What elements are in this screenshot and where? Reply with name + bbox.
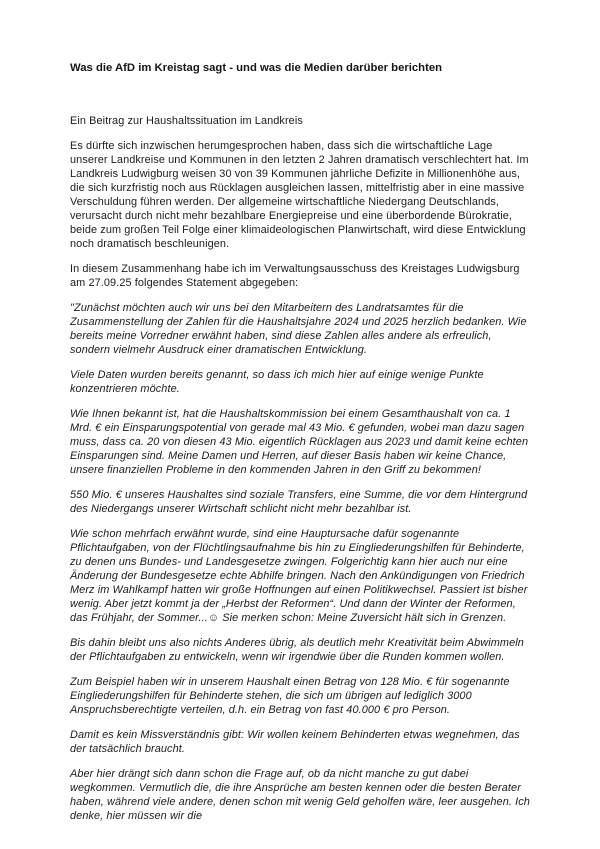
paragraph-statement-lead-in: In diesem Zusammenhang habe ich im Verwaltungsausschuss des Kreistages Ludwigsburg am 27.09.25 folgendes Statement abgegeben: [70, 263, 520, 289]
paragraph-quote-few-points: Viele Daten wurden bereits genannt, so dass ich mich hier auf einige wenige Punkte konzentrieren möchte. [70, 369, 484, 395]
paragraph-quote-budget-commission: Wie Ihnen bekannt ist, hat die Haushaltskommission bei einem Gesamthaushalt von ca. 1 Mrd. € ein Einsparungspotential von gerade mal 43 Mio. € gefunden, wobei man dazu sagen muss, dass ca. 20 von diesen 43 Mio. eigentlich Rücklagen aus 2023 und damit keine echten Einsparungen sind. Meine Damen und Herren, auf dieser Basis haben wir keine Chance, unsere finanziellen Probleme in den kommenden Jahren in den Griff zu bekommen! [70, 408, 529, 476]
paragraph-quote-eingliederungshilfen: Zum Beispiel haben wir in unserem Haushalt einen Betrag von 128 Mio. € für sogenannte Eingliederungshilfen für Behinderte stehen, die sich um übrigen auf lediglich 3000 Anspruchsberechtigte verteilen, d.h. ein Betrag von fast 40.000 € pro Person. [70, 676, 510, 716]
paragraph-intro-economy: Es dürfte sich inzwischen herumgesprochen haben, dass sich die wirtschaftliche Lage unserer Landkreise und Kommunen in den letzten 2 Jahren dramatisch verschlechtert hat. Im Landkreis Ludwigburg weisen 30 von 39 Kommunen jährliche Defizite in Millionenhöhe aus, die sich kurzfristig noch aus Rücklagen ausgleichen lassen, mittelfristig aber in eine massive Verschuldung führen werden. Der allgemeine wirtschaftliche Niedergang Deutschlands, verursacht durch nicht mehr bezahlbare Energiepreise und eine überbordende Bürokratie, beide zum großen Teil Folge einer klimaideologischen Planwirtschaft, wird diese Entwicklung noch dramatisch beschleunigen. [70, 140, 529, 250]
paragraph-quote-kreativitaet: Bis dahin bleibt uns also nichts Anderes übrig, als deutlich mehr Kreativität beim Abwimmeln der Pflichtaufgaben zu entwickeln, wenn wir irgendwie über die Runden kommen wollen. [70, 637, 524, 663]
paragraph-quote-missverstaendnis: Damit es kein Missverständnis gibt: Wir wollen keinem Behinderten etwas wegnehmen, das der tatsächlich braucht. [70, 729, 520, 755]
document-subtitle: Ein Beitrag zur Haushaltssituation im Landkreis [70, 115, 303, 127]
paragraph-quote-frage: Aber hier drängt sich dann schon die Frage auf, ob da nicht manche zu gut dabei wegkommen. Vermutlich die, die ihre Ansprüche am besten kennen oder die besten Berater haben, während viele andere, denen schon mit wenig Geld geholfen wäre, leer ausgehen. Ich denke, hier müssen wir die [70, 768, 530, 822]
document-title: Was die AfD im Kreistag sagt - und was die Medien darüber berichten [70, 62, 443, 74]
paragraph-quote-thanks: "Zunächst möchten auch wir uns bei den Mitarbeitern des Landratsamtes für die Zusammenstellung der Zahlen für die Haushaltsjahre 2024 und 2025 herzlich bedanken. Wie bereits meine Vorredner erwähnt haben, sind diese Zahlen alles andere als erfreulich, sondern vielmehr Ausdruck einer dramatischen Entwicklung. [70, 302, 527, 356]
paragraph-quote-pflichtaufgaben: Wie schon mehrfach erwähnt wurde, sind eine Hauptursache dafür sogenannte Pflichtaufgaben, von der Flüchtlingsaufnahme bis hin zu Eingliederungshilfen für Behinderte, zu denen uns Bundes- und Landesgesetze zwingen. Folgerichtig kann hier auch nur eine Änderung der Bundesgesetze echte Abhilfe bringen. Nach den Ankündigungen von Friedrich Merz im Wahlkampf hatten wir große Hoffnungen auf einen Politikwechsel. Passiert ist bisher wenig. Aber jetzt kommt ja der „Herbst der Reformen“. Und dann der Winter der Reformen, das Frühjahr, der Sommer...☺ Sie merken schon: Meine Zuversicht hält sich in Grenzen. [70, 528, 528, 624]
paragraph-quote-social-transfers: 550 Mio. € unseres Haushaltes sind soziale Transfers, eine Summe, die vor dem Hintergrund des Niedergangs unserer Wirtschaft schlicht nicht mehr bezahlbar ist. [70, 489, 528, 515]
